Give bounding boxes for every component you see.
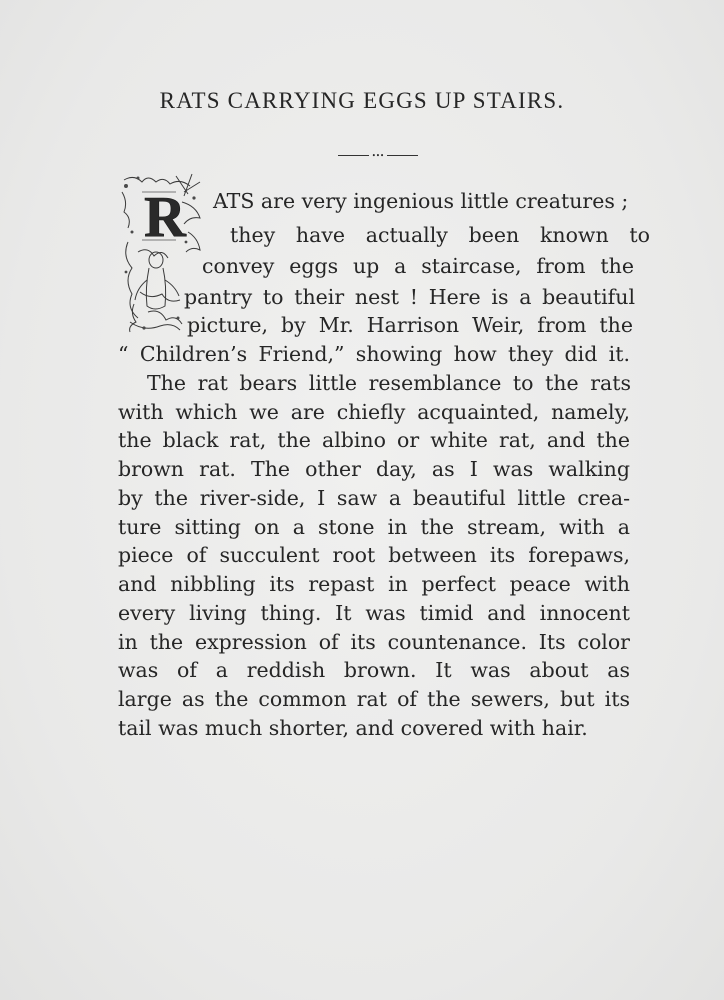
text-line: by the river-side, I saw a beautiful little crea- [118,486,630,510]
text-line: and nibbling its repast in perfect peace with [118,572,630,596]
text-line: brown rat. The other day, as I was walking [118,457,630,481]
text-line: large as the common rat of the sewers, but its [118,687,630,711]
text-line: “ Children’s Friend,” showing how they did it. [118,342,630,366]
separator-line-left [338,155,369,156]
text-line: the black rat, the albino or white rat, and the [118,428,630,452]
text-line: in the expression of its countenance. Its color [118,630,630,654]
text-line: piece of succulent root between its forepaws, [118,543,630,567]
text-line: with which we are chiefly acquainted, namely, [118,400,630,424]
text-line: ATS are very ingenious little creatures ; [213,189,629,213]
text-line: tail was much shorter, and covered with hair. [118,716,588,740]
text-line: convey eggs up a staircase, from the [202,254,634,278]
text-line: they have actually been known to [230,223,650,247]
text-line: was of a reddish brown. It was about as [118,658,630,682]
text-line: The rat bears little resemblance to the rats [147,371,631,395]
text-line: every living thing. It was timid and innocent [118,601,630,625]
text-line: ture sitting on a stone in the stream, with a [118,515,630,539]
page-title: RATS CARRYING EGGS UP STAIRS. [159,88,565,113]
title-separator [338,153,418,159]
separator-dots: ••• [371,152,385,160]
text-line: picture, by Mr. Harrison Weir, from the [187,313,633,337]
separator-line-right [387,155,418,156]
text-line: pantry to their nest ! Here is a beautiful [184,285,635,309]
initial-letter-r: R [144,184,186,249]
